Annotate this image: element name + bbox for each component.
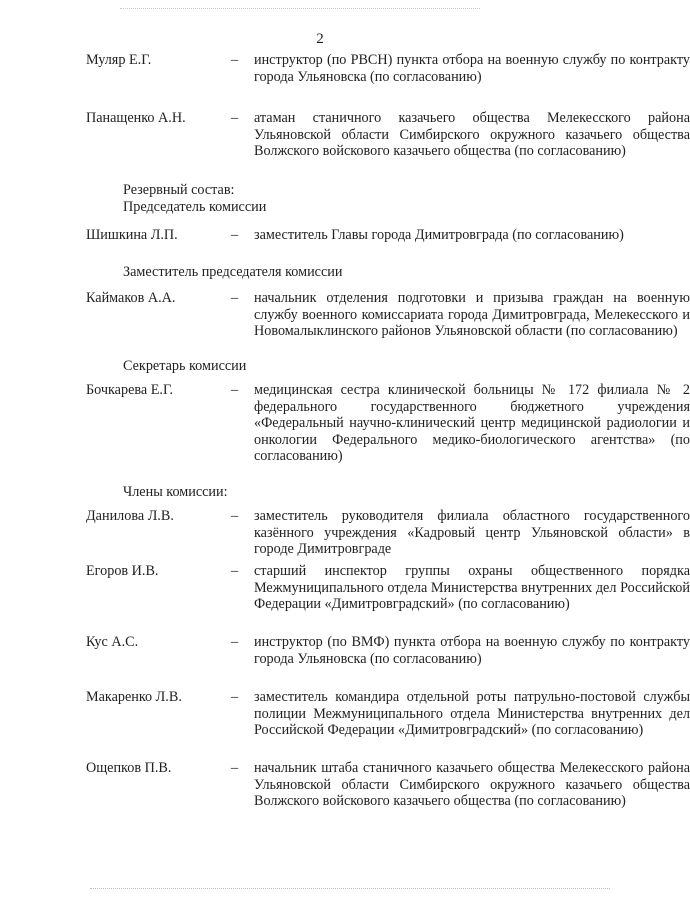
- member-name: Каймаков А.А.: [86, 290, 176, 306]
- member-name: Ощепков П.В.: [86, 760, 172, 776]
- scan-artifact-top: [120, 8, 480, 10]
- reserve-heading: Резервный состав:: [123, 182, 235, 198]
- member-name: Егоров И.В.: [86, 563, 159, 579]
- page-number: 2: [316, 31, 324, 47]
- dash-separator: –: [231, 508, 239, 524]
- member-name: Бочкарева Е.Г.: [86, 382, 174, 398]
- dash-separator: –: [231, 290, 239, 306]
- dash-separator: –: [231, 52, 239, 68]
- member-position: заместитель руководителя филиала областного государственного казённого учреждения «Кадровый центр Ульяновской области» в городе Димитровграде: [254, 508, 690, 558]
- member-name: Муляр Е.Г.: [86, 52, 152, 68]
- scan-artifact-bottom: [90, 888, 610, 890]
- member-position: начальник штаба станичного казачьего общества Мелекесского района Ульяновской области Симбирского окружного казачьего общества Волжского войскового казачьего общества (по согласованию): [254, 760, 690, 810]
- dash-separator: –: [231, 382, 239, 398]
- member-position: заместитель командира отдельной роты патрульно-постовой службы полиции Межмуниципального отдела Министерства внутренних дел Российской Федерации «Димитровградский» (по согласованию): [254, 689, 690, 739]
- chair-heading: Председатель комиссии: [123, 199, 267, 215]
- member-position: начальник отделения подготовки и призыва граждан на военную службу военного комиссариата города Димитровграда, Мелекесского и Новомалыклинского районов Ульяновской области (по согласованию): [254, 290, 690, 340]
- member-position: старший инспектор группы охраны общественного порядка Межмуниципального отдела Министерства внутренних дел Российской Федерации «Димитровградский» (по согласованию): [254, 563, 690, 613]
- member-name: Данилова Л.В.: [86, 508, 174, 524]
- member-name: Панащенко А.Н.: [86, 110, 186, 126]
- members-heading: Члены комиссии:: [123, 484, 228, 500]
- member-position: инструктор (по РВСН) пункта отбора на военную службу по контракту города Ульяновска (по согласованию): [254, 52, 690, 85]
- dash-separator: –: [231, 634, 239, 650]
- deputy-heading: Заместитель председателя комиссии: [123, 264, 343, 280]
- member-name: Шишкина Л.П.: [86, 227, 178, 243]
- dash-separator: –: [231, 760, 239, 776]
- member-name: Макаренко Л.В.: [86, 689, 182, 705]
- member-position: инструктор (по ВМФ) пункта отбора на военную службу по контракту города Ульяновска (по согласованию): [254, 634, 690, 667]
- dash-separator: –: [231, 227, 239, 243]
- secretary-heading: Секретарь комиссии: [123, 358, 247, 374]
- member-position: атаман станичного казачьего общества Мелекесского района Ульяновской области Симбирского окружного казачьего общества Волжского войскового казачьего общества (по согласованию): [254, 110, 690, 160]
- dash-separator: –: [231, 689, 239, 705]
- member-name: Кус А.С.: [86, 634, 139, 650]
- member-position: медицинская сестра клинической больницы № 172 филиала № 2 федерального государственного бюджетного учреждения «Федеральный научно-клинический центр медицинской радиологии и онкологии Федерального медико-биологического агентства» (по согласованию): [254, 382, 690, 465]
- dash-separator: –: [231, 110, 239, 126]
- dash-separator: –: [231, 563, 239, 579]
- member-position: заместитель Главы города Димитровграда (по согласованию): [254, 227, 624, 243]
